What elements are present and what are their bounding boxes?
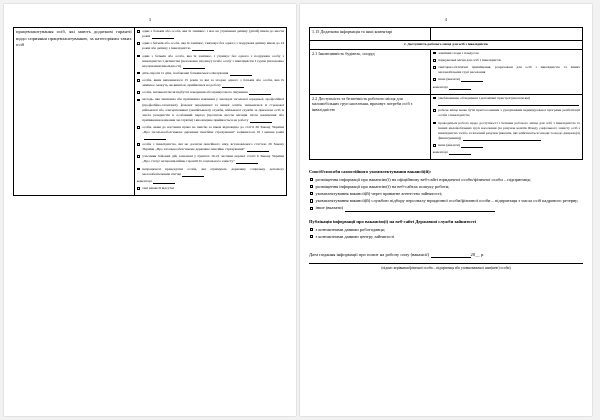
checkbox-option-pre-retirement-10-years[interactable] <box>137 125 284 140</box>
comments-entry[interactable] <box>433 150 580 155</box>
option-label: санітарно-гігієнічні приміщення, розраховані для осіб з інвалідністю та інших маломобільних груп населення <box>438 65 580 75</box>
checkbox-option-other-specify[interactable] <box>309 205 583 212</box>
page-3-body <box>4 27 296 196</box>
checkbox-option-single-parent-child-14[interactable] <box>137 41 284 51</box>
fill-blank[interactable] <box>461 144 483 148</box>
option-label: особи, яким до настання права на пенсію за віком відповідно до статті 26 Закону України „Про загальнообов’язкове державне пенсійне страхування” залишилося 10 і менше років <box>142 124 284 134</box>
page-number-3: 3 <box>148 17 152 22</box>
option-label: інше (вказати) <box>315 205 344 211</box>
row-1-15-label: 1.15 Додаткова інформація та інші коментарі <box>312 29 393 34</box>
checkbox-option-no-such-vacancies[interactable] <box>137 186 284 191</box>
fill-blank[interactable] <box>182 172 204 176</box>
comments-label: коментарі <box>136 178 152 183</box>
table-row <box>14 28 287 196</box>
document-page-3 <box>4 4 296 416</box>
option-label: паркувальні місця для осіб з інвалідністю <box>438 57 502 62</box>
option-label: робоче місце може бути пристосованим з урахуванням індивідуальної програми реабілітації особи з інвалідністю <box>438 108 580 118</box>
fill-blank[interactable] <box>463 136 541 140</box>
fill-blank[interactable] <box>461 78 483 82</box>
spacer <box>309 212 583 219</box>
option-label: розміщення інформації про вакансію(ї) на офіційному веб-сайті юридичної особи/фізичної особи – підприємця; <box>315 176 531 182</box>
checkbox-option-single-parent-disabled-dependent[interactable] <box>137 54 284 69</box>
self-staffing-section <box>309 169 583 212</box>
checkbox-option-accessibility-work-in-progress[interactable] <box>433 121 580 141</box>
checkbox-option-post-on-job-boards[interactable] <box>309 184 583 191</box>
checkbox-option-employer-contacts[interactable] <box>309 227 583 234</box>
row-2-2-label-cell <box>310 94 431 160</box>
submission-date-year: 20__ р. <box>470 251 485 257</box>
option-label: один з батьків або особа, яка їх замінює, і утримує без одного з подружжя особу з інвалідністю з дитинства (незалежно від віку) та/або особу з інвалідністю I групи (незалежно від причини інвалідності) <box>142 53 284 68</box>
option-label: умеблювання, обладнання і допоміжні пристрої (вказати які) <box>438 95 531 100</box>
checkbox-option-unemployed-social-aid[interactable] <box>137 167 284 177</box>
document-page-4 <box>300 4 592 416</box>
comments-label: коментарі <box>432 150 448 155</box>
option-label: укомплектування вакансії(й) службою підбору персоналу юридичної особи/фізичної особи – підприємця з числа осіб кадрового резерву; <box>315 198 579 204</box>
comments-entry[interactable] <box>137 179 284 184</box>
option-label: розміщення інформації про вакансію(ї) на веб-сайтах пошуку роботи; <box>315 183 450 189</box>
option-label: укомплектування вакансії(й) через приватне агентство зайнятості; <box>315 190 443 196</box>
publication-section <box>309 219 583 240</box>
option-label: один з батьків або особа, яка їх замінює, і має на утриманні дитину (дітей) віком до шести років <box>142 29 284 39</box>
option-label: зовнішні сходи з пандусом <box>438 50 479 55</box>
fill-blank[interactable] <box>192 47 214 51</box>
checkbox-option-employment-center-contacts[interactable] <box>309 234 583 241</box>
fill-blank[interactable] <box>222 84 244 88</box>
option-label: діти-сироти та діти, позбавлені батьківського піклування <box>142 70 229 75</box>
row-2-1-options-cell <box>430 49 582 94</box>
page-number-4: 4 <box>444 17 448 22</box>
option-label: непрацюючі працездатні особи, які отримують державну соціальну допомогу малозабезпеченим сім’ям <box>142 166 284 176</box>
self-staffing-checkbox-list <box>309 177 583 212</box>
fill-blank[interactable] <box>345 208 495 212</box>
row-2-2-options-cell <box>430 94 582 160</box>
row-1-15-value[interactable] <box>433 29 580 38</box>
row-1-15-label-cell <box>310 28 431 41</box>
fill-blank[interactable] <box>183 64 205 68</box>
page-4-body <box>300 27 592 271</box>
checkbox-option-orphans[interactable] <box>137 71 284 76</box>
option-label: інше (вказати) <box>438 77 460 82</box>
fill-blank-date[interactable] <box>431 254 471 258</box>
fill-blank[interactable] <box>152 35 174 39</box>
publication-title: Публікація інформації про вакансію(ї) на веб-сайті Державної служби зайнятості <box>309 219 477 225</box>
fill-blank[interactable] <box>153 179 175 183</box>
checkbox-option-sanitary-facilities[interactable] <box>433 65 580 75</box>
row-2-2-label: 2.2 Доступність та безпечність робочого місця для маломобільних груп населення, враховує потреби осіб з інвалідністю <box>312 95 413 113</box>
publication-checkbox-list <box>309 227 583 241</box>
checkbox-option-other-specify[interactable] <box>433 143 580 148</box>
table-row <box>310 94 583 160</box>
checkbox-option-youth-first-job[interactable] <box>137 97 284 122</box>
checkbox-option-released-after-punishment[interactable] <box>137 90 284 95</box>
fill-blank[interactable] <box>230 71 252 75</box>
option-label: особи, звільнені після відбуття покарання або примусового лікування <box>142 90 248 95</box>
fill-blank[interactable] <box>144 136 166 140</box>
section-2-header-row <box>310 41 583 50</box>
checkbox-option-external-stairs-ramp[interactable] <box>433 51 580 56</box>
workplace-accessibility-checkbox-list <box>433 96 580 155</box>
fill-blank[interactable] <box>438 102 578 106</box>
fill-blank[interactable] <box>250 118 272 122</box>
option-label: з контактними даними роботодавця; <box>315 226 385 232</box>
signature-caption: (підпис керівника/фізичної особи – підприємця або уповноваженої ним(нею) особи) <box>381 265 511 270</box>
checkbox-option-post-on-own-website[interactable] <box>309 177 583 184</box>
vacancy-table-page3 <box>13 27 287 196</box>
fill-blank[interactable] <box>236 160 258 164</box>
fill-blank[interactable] <box>449 85 471 89</box>
row-2-1-label: 2.1 Інклюзивність будівель, споруд <box>312 50 375 56</box>
table-row <box>310 49 583 94</box>
row-2-1-label-cell <box>310 49 431 94</box>
row-1-15-value-cell[interactable] <box>430 28 582 41</box>
fill-blank[interactable] <box>249 91 271 95</box>
comments-label: коментарі <box>432 84 448 89</box>
option-label: проводиться робота щодо доступності і безпеки робочого місця для осіб з інвалідністю та інших маломобільних груп населення (за рахунок коштів Фонду соціального захисту осіб з інвалідністю та/або за власний рахунок (вказати, які здійснюється заходи та щодо джерела(л) фінансування)) <box>438 120 580 140</box>
row-1-14-label: працевлаштування осіб, які мають додаткові гарантії щодо сприяння працевлаштуванню, за категоріями таких осіб <box>16 29 132 48</box>
option-label: з контактними даними центру зайнятості <box>315 233 395 239</box>
fill-blank[interactable] <box>449 151 471 155</box>
comments-entry[interactable] <box>433 85 580 90</box>
checkbox-option-minors-15[interactable] <box>137 78 284 88</box>
fill-blank[interactable] <box>247 148 269 152</box>
option-label: інше (вказати) <box>438 142 460 147</box>
option-label: учасники бойових дій, зазначені у пунктах 19-21 частини першої статті 6 Закону України „Про статус ветеранів війни, гарантії їх соціального захисту” <box>142 154 284 164</box>
signature-rule <box>309 263 583 264</box>
row-1-14-options-cell <box>134 28 286 196</box>
row-1-14-label-cell <box>14 28 135 196</box>
submission-date-label: Дата подання інформації про попит на робочу силу (вакансії) <box>309 251 430 257</box>
building-inclusivity-checkbox-list <box>433 51 580 90</box>
checkbox-option-parking-spaces[interactable] <box>433 58 580 63</box>
checkbox-option-internal-hr-reserve[interactable] <box>309 198 583 205</box>
checkbox-option-other-specify[interactable] <box>433 77 580 82</box>
option-label: молодь, яка закінчила або припинила навчання у закладах загальної середньої, професійної (професійно-технічної), фахової передвищої та вищої освіти, звільнилася зі строкової військової або альтернативної (невійськової) служби, військової служби за призовом осіб із числа резервістів в особливий період (протягом шести місяців після закінчення або припинення навчання чи служби) і яка вперше приймається на роботу <box>142 97 284 122</box>
checkbox-option-disabled-pre-retirement[interactable] <box>137 142 284 152</box>
option-label: один з батьків або особа, яка їх замінює, і виховує без одного з подружжя дитину віком до 14 років або дитину з інвалідністю <box>142 41 284 51</box>
option-label: такі вакансії відсутні <box>142 186 174 191</box>
privileged-categories-checkbox-list <box>137 29 284 191</box>
self-staffing-title: Спосіб/способи самостійного укомплектування вакансії(й): <box>309 169 432 175</box>
section-2-header: 2. Доступність робочого місця для осіб з інвалідністю <box>310 41 583 50</box>
option-label: особи, яким виповнилося 15 років та які за згодою одного з батьків або особи, яка їх замінює, можуть, як виняток, прийматися на роботу <box>142 78 284 88</box>
checkbox-option-combat-veterans[interactable] <box>137 154 284 164</box>
option-label: особи з інвалідністю, які не досягли пенсійного віку, встановленого статтею 26 Закону України „Про загальнообов’язкове державне пенсійне страхування” <box>142 142 284 152</box>
accessibility-table-page4 <box>309 27 583 160</box>
table-row <box>310 28 583 41</box>
checkbox-option-furniture-equipment[interactable] <box>433 96 580 106</box>
submission-date-line <box>309 252 583 259</box>
checkbox-option-parent-child-under-six[interactable] <box>137 29 284 39</box>
checkbox-option-workplace-adaptable[interactable] <box>433 108 580 118</box>
checkbox-option-private-employment-agency[interactable] <box>309 191 583 198</box>
